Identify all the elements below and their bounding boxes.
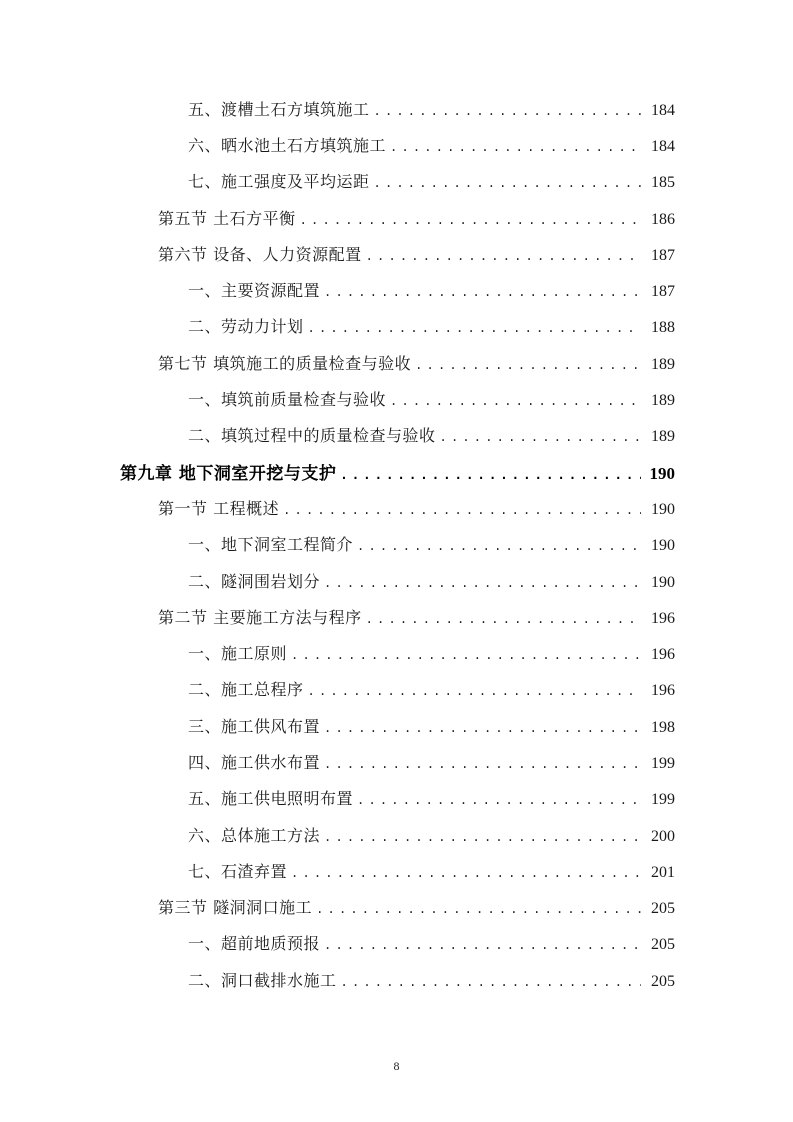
toc-subsection-entry[interactable] [0, 743, 793, 779]
dot-leader [341, 975, 641, 989]
toc-subsection-entry[interactable] [0, 271, 793, 307]
dot-leader [308, 321, 641, 335]
toc-entry-title: 五、施工供电照明布置 [188, 789, 354, 809]
toc-section-entry[interactable] [0, 598, 793, 634]
toc-entry-line [158, 605, 793, 628]
toc-entry-page-number: 190 [651, 537, 675, 555]
dot-leader [324, 830, 641, 844]
toc-entry-title: 第一节 工程概述 [158, 498, 280, 518]
toc-subsection-entry[interactable] [0, 852, 793, 888]
dot-leader [390, 394, 641, 408]
toc-entry-line [188, 750, 793, 773]
toc-entry-page-number: 188 [651, 319, 675, 337]
toc-entry-title: 三、施工供风布置 [188, 716, 321, 736]
dot-leader [374, 104, 641, 118]
toc-entry-title: 七、石渣弃置 [188, 861, 288, 881]
toc-entry-line [188, 278, 793, 301]
toc-entry-title: 七、施工强度及平均运距 [188, 172, 370, 192]
toc-entry-page-number: 205 [651, 936, 675, 954]
toc-entry-line [158, 895, 793, 918]
toc-entry-line [188, 714, 793, 737]
toc-entry-title: 第三节 隧洞洞口施工 [158, 898, 313, 918]
toc-subsection-entry[interactable] [0, 380, 793, 416]
toc-entry-page-number: 187 [651, 283, 675, 301]
toc-entry-line [188, 169, 793, 192]
toc-entry-title: 二、隧洞围岩划分 [188, 571, 321, 591]
toc-entry-title: 二、劳动力计划 [188, 317, 304, 337]
toc-entry-page-number: 186 [651, 210, 675, 228]
toc-subsection-entry[interactable] [0, 780, 793, 816]
toc-section-entry[interactable] [0, 889, 793, 925]
dot-leader [283, 503, 641, 517]
toc-entry-page-number: 196 [651, 646, 675, 664]
toc-entry-title: 第五节 土石方平衡 [158, 208, 296, 228]
toc-entry-line [188, 968, 793, 991]
dot-leader [440, 430, 641, 444]
toc-entry-page-number: 201 [651, 863, 675, 881]
dot-leader [300, 213, 641, 227]
toc-entry-line [188, 859, 793, 882]
toc-entry-page-number: 190 [651, 500, 675, 518]
toc-chapter-entry[interactable] [0, 453, 793, 489]
toc-section-entry[interactable] [0, 489, 793, 525]
table-of-contents [0, 90, 793, 997]
toc-entry-page-number: 190 [651, 573, 675, 591]
toc-subsection-entry[interactable] [0, 163, 793, 199]
toc-entry-page-number: 196 [651, 609, 675, 627]
toc-entry-title: 一、施工原则 [188, 644, 288, 664]
dot-leader [308, 684, 641, 698]
toc-subsection-entry[interactable] [0, 671, 793, 707]
toc-entry-page-number: 199 [651, 791, 675, 809]
toc-subsection-entry[interactable] [0, 90, 793, 126]
toc-entry-title: 六、总体施工方法 [188, 825, 321, 845]
toc-section-entry[interactable] [0, 344, 793, 380]
dot-leader [324, 576, 641, 590]
dot-leader [316, 902, 641, 916]
toc-entry-page-number: 205 [651, 900, 675, 918]
toc-entry-line [188, 823, 793, 846]
toc-entry-title: 二、填筑过程中的质量检查与验收 [188, 426, 436, 446]
toc-section-entry[interactable] [0, 199, 793, 235]
toc-subsection-entry[interactable] [0, 526, 793, 562]
toc-entry-line [188, 641, 793, 664]
toc-entry-line [158, 206, 793, 229]
toc-subsection-entry[interactable] [0, 308, 793, 344]
dot-leader [357, 793, 641, 807]
toc-entry-page-number: 196 [651, 682, 675, 700]
toc-entry-line [188, 97, 793, 120]
toc-subsection-entry[interactable] [0, 562, 793, 598]
toc-entry-page-number: 190 [649, 463, 675, 483]
toc-entry-line [158, 242, 793, 265]
toc-entry-line [158, 351, 793, 374]
toc-subsection-entry[interactable] [0, 925, 793, 961]
toc-entry-title: 第六节 设备、人力资源配置 [158, 244, 362, 264]
toc-entry-page-number: 205 [651, 972, 675, 990]
toc-subsection-entry[interactable] [0, 961, 793, 997]
dot-leader [291, 648, 641, 662]
toc-entry-page-number: 184 [651, 101, 675, 119]
toc-entry-page-number: 189 [651, 392, 675, 410]
toc-section-entry[interactable] [0, 235, 793, 271]
toc-entry-title: 第二节 主要施工方法与程序 [158, 607, 362, 627]
toc-subsection-entry[interactable] [0, 816, 793, 852]
toc-entry-line [158, 496, 793, 519]
dot-leader [324, 721, 641, 735]
toc-entry-title: 二、洞口截排水施工 [188, 970, 337, 990]
toc-entry-line [188, 677, 793, 700]
toc-entry-title: 第七节 填筑施工的质量检查与验收 [158, 353, 412, 373]
toc-entry-title: 一、主要资源配置 [188, 281, 321, 301]
toc-entry-line [188, 387, 793, 410]
toc-entry-line [188, 569, 793, 592]
toc-entry-page-number: 184 [651, 137, 675, 155]
dot-leader [291, 866, 641, 880]
toc-entry-page-number: 187 [651, 246, 675, 264]
toc-entry-title: 二、施工总程序 [188, 680, 304, 700]
toc-entry-page-number: 200 [651, 827, 675, 845]
toc-entry-line [188, 133, 793, 156]
page-number: 8 [393, 1059, 400, 1073]
dot-leader [340, 468, 641, 482]
dot-leader [366, 612, 641, 626]
dot-leader [357, 539, 641, 553]
toc-entry-line [188, 786, 793, 809]
toc-entry-title: 六、晒水池土石方填筑施工 [188, 135, 387, 155]
toc-entry-line [188, 423, 793, 446]
toc-entry-title: 四、施工供水布置 [188, 752, 321, 772]
toc-subsection-entry[interactable] [0, 417, 793, 453]
toc-entry-line [120, 459, 793, 484]
dot-leader [324, 285, 641, 299]
toc-subsection-entry[interactable] [0, 126, 793, 162]
toc-entry-line [188, 532, 793, 555]
dot-leader [324, 938, 641, 952]
toc-entry-line [188, 931, 793, 954]
dot-leader [415, 358, 641, 372]
toc-entry-page-number: 185 [651, 174, 675, 192]
toc-entry-title: 一、超前地质预报 [188, 934, 321, 954]
toc-entry-page-number: 198 [651, 718, 675, 736]
dot-leader [324, 757, 641, 771]
dot-leader [366, 249, 641, 263]
dot-leader [390, 140, 641, 154]
toc-entry-title: 五、渡槽土石方填筑施工 [188, 99, 370, 119]
toc-entry-title: 一、填筑前质量检查与验收 [188, 390, 387, 410]
toc-subsection-entry[interactable] [0, 634, 793, 670]
toc-entry-title: 第九章 地下洞室开挖与支护 [120, 463, 337, 484]
toc-entry-title: 一、地下洞室工程简介 [188, 535, 354, 555]
toc-entry-page-number: 189 [651, 355, 675, 373]
toc-entry-line [188, 314, 793, 337]
toc-entry-page-number: 199 [651, 754, 675, 772]
toc-entry-page-number: 189 [651, 428, 675, 446]
dot-leader [374, 176, 641, 190]
toc-subsection-entry[interactable] [0, 707, 793, 743]
